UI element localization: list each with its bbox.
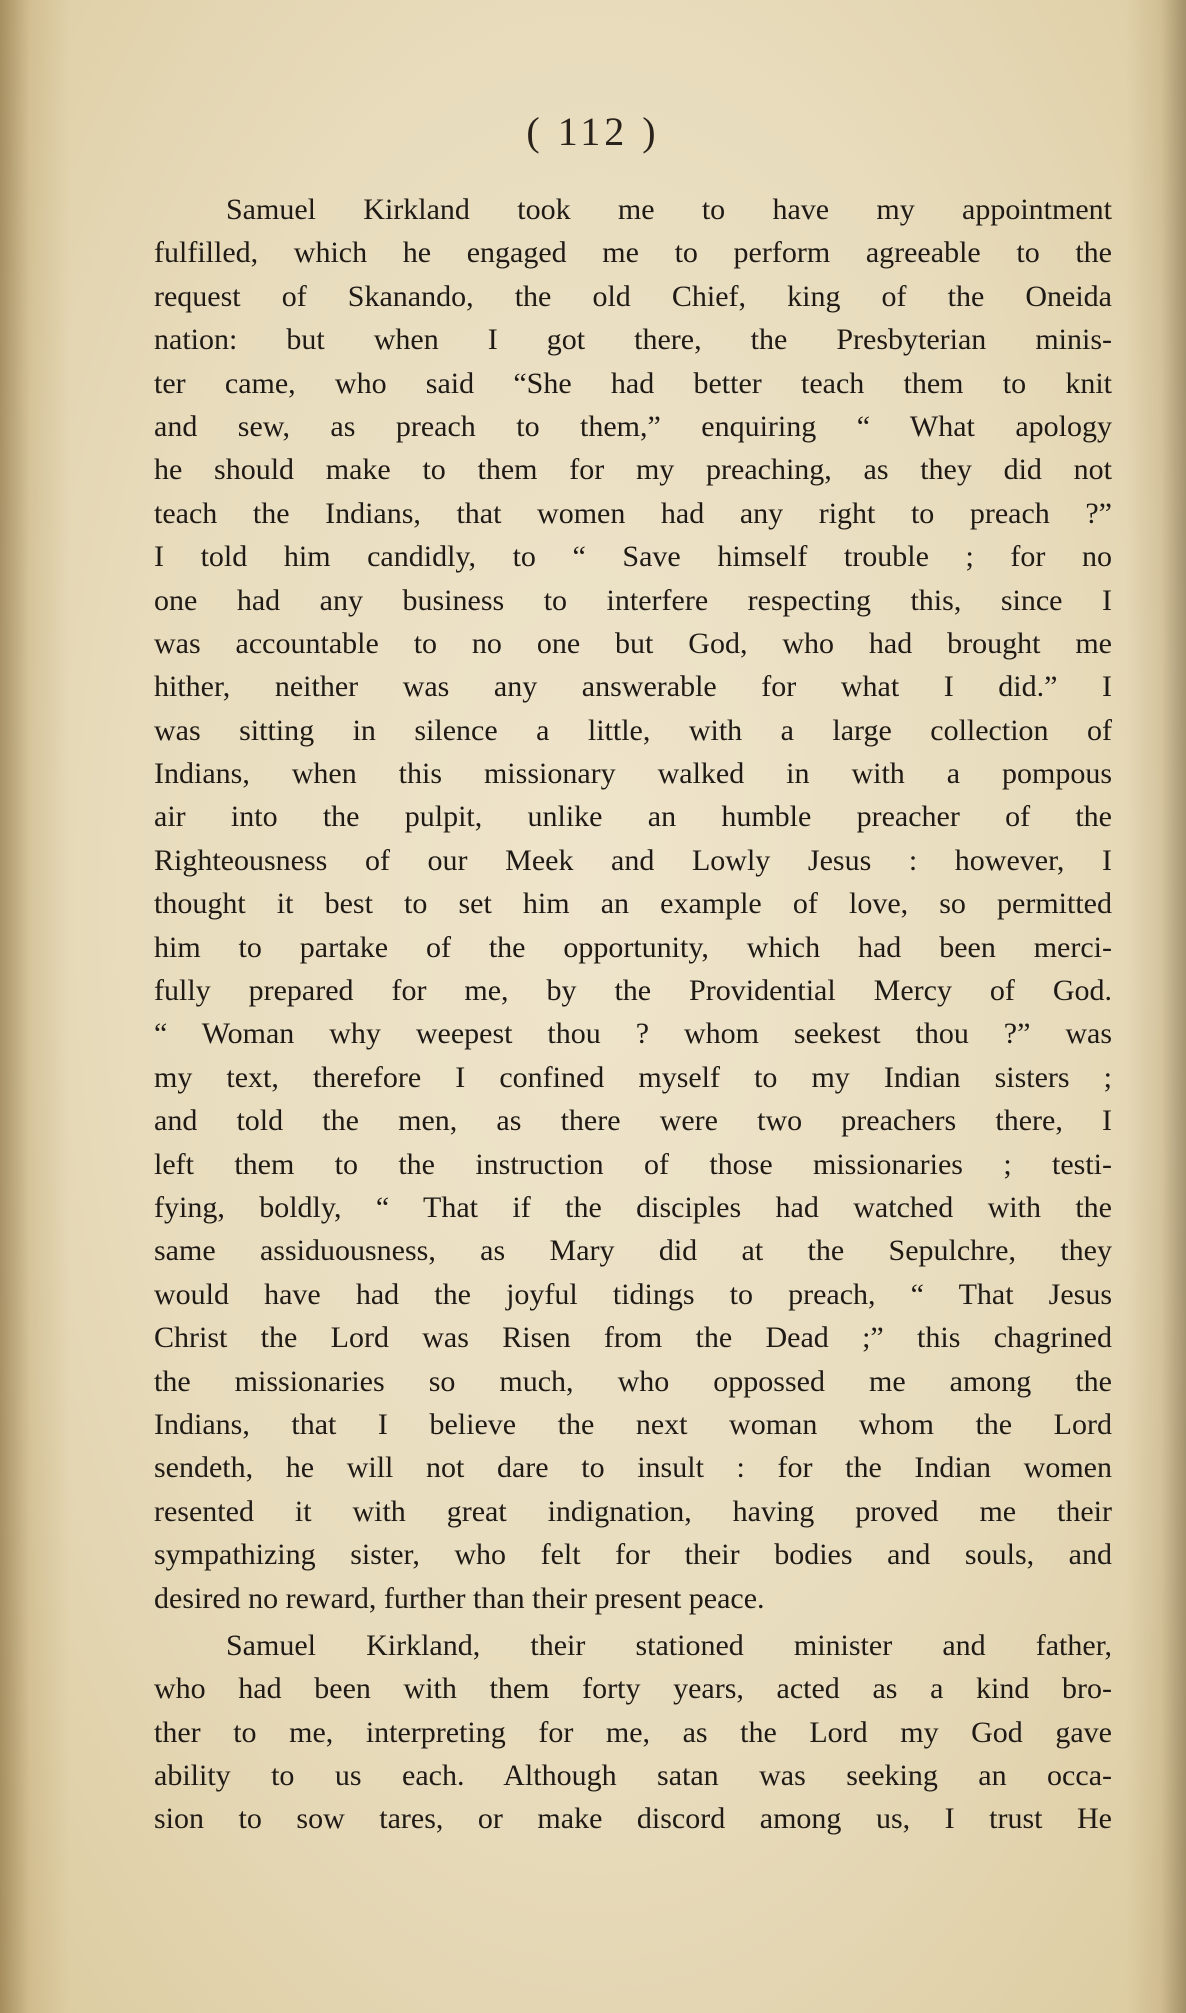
text-line: and sew, as preach to them,” enquiring “ What apology: [154, 409, 1112, 443]
page-number: ( 112 ): [526, 109, 660, 154]
text-line: Righteousness of our Meek and Lowly Jesus : however, I: [154, 843, 1112, 877]
text-line: resented it with great indignation, having proved me their: [154, 1494, 1112, 1528]
text-line: Indians, when this missionary walked in with a pompous: [154, 757, 1112, 791]
text-line: Samuel Kirkland, their stationed minister and father,: [226, 1628, 1112, 1662]
text-line: request of Skanando, the old Chief, king of the Oneida: [154, 279, 1112, 313]
text-line: sendeth, he will not dare to insult : for the Indian women: [154, 1451, 1112, 1485]
text-line: sympathizing sister, who felt for their bodies and souls, and: [154, 1538, 1112, 1572]
text-line: fying, boldly, “ That if the disciples had watched with the: [154, 1190, 1112, 1224]
text-line: “ Woman why weepest thou ? whom seekest thou ?” was: [154, 1017, 1112, 1051]
text-line: sion to sow tares, or make discord among us, I trust He: [154, 1802, 1112, 1836]
text-line: ability to us each. Although satan was seeking an occa-: [154, 1759, 1112, 1793]
text-line: I told him candidly, to “ Save himself trouble ; for no: [154, 540, 1112, 574]
text-line: my text, therefore I confined myself to my Indian sisters ;: [154, 1060, 1112, 1094]
text-line: one had any business to interfere respecting this, since I: [154, 583, 1112, 617]
text-line: hither, neither was any answerable for what I did.” I: [154, 670, 1112, 704]
text-line: would have had the joyful tidings to preach, “ That Jesus: [154, 1277, 1112, 1311]
text-line: fully prepared for me, by the Providential Mercy of God.: [154, 974, 1112, 1008]
text-line: who had been with them forty years, acted as a kind bro-: [154, 1672, 1112, 1706]
text-line: Samuel Kirkland took me to have my appointment: [226, 193, 1112, 226]
text-line: teach the Indians, that women had any right to preach ?”: [154, 496, 1112, 530]
text-line: him to partake of the opportunity, which had been merci-: [154, 930, 1112, 964]
paragraph-1: [154, 188, 1112, 1620]
text-line: and told the men, as there were two preachers there, I: [154, 1104, 1112, 1138]
text-line: fulfilled, which he engaged me to perform agreeable to the: [154, 236, 1112, 270]
text-line: same assiduousness, as Mary did at the Sepulchre, they: [154, 1234, 1112, 1268]
text-line: Christ the Lord was Risen from the Dead ;” this chagrined: [154, 1321, 1112, 1355]
text-line: he should make to them for my preaching, as they did not: [154, 453, 1112, 487]
text-line: ther to me, interpreting for me, as the Lord my God gave: [154, 1715, 1112, 1749]
text-line: ter came, who said “She had better teach them to knit: [154, 366, 1112, 400]
text-line: thought it best to set him an example of love, so permitted: [154, 887, 1112, 921]
text-line: was accountable to no one but God, who had brought me: [154, 626, 1112, 660]
text-line: Indians, that I believe the next woman whom the Lord: [154, 1407, 1112, 1441]
text-line: nation: but when I got there, the Presbyterian minis-: [154, 323, 1112, 357]
text-line: desired no reward, further than their present peace.: [154, 1581, 765, 1615]
text-line: air into the pulpit, unlike an humble preacher of the: [154, 800, 1112, 834]
text-line: the missionaries so much, who oppossed me among the: [154, 1364, 1112, 1398]
text-line: was sitting in silence a little, with a large collection of: [154, 713, 1112, 747]
body-text: [154, 188, 1112, 1841]
text-line: left them to the instruction of those missionaries ; testi-: [154, 1147, 1112, 1181]
paragraph-2: [154, 1624, 1112, 1841]
